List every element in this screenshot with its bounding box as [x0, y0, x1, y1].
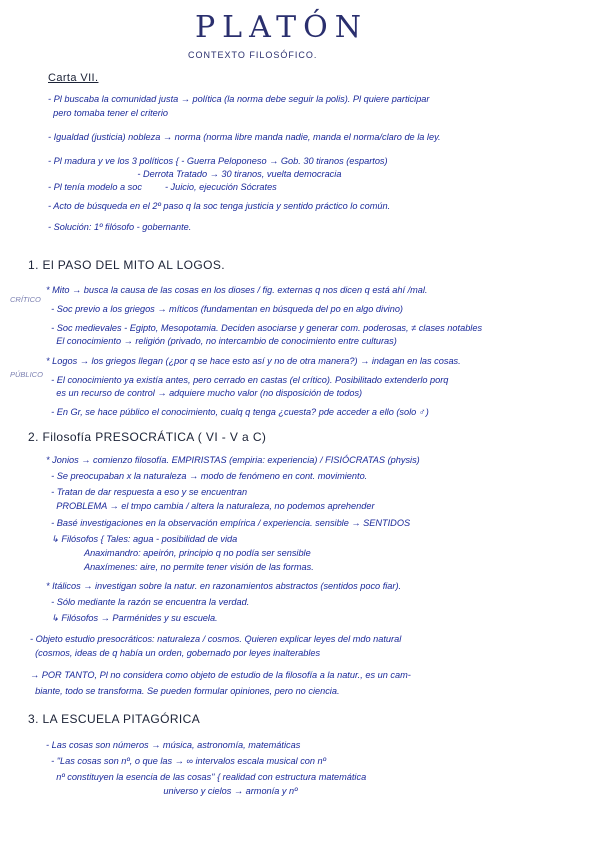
- carta-line: - Acto de búsqueda en el 2º paso q la soc tenga justicia y sentido práctico lo común.: [48, 201, 391, 211]
- carta-line: - Pl tenía modelo a soc - Juicio, ejecución Sócrates: [48, 182, 277, 192]
- carta-line: - Pl madura y ve los 3 políticos { - Guerra Peloponeso → Gob. 30 tiranos (espartos): [48, 156, 388, 166]
- section-line: * Itálicos → investigan sobre la natur. en razonamientos abstractos (sentidos poco fiar).: [46, 581, 402, 591]
- section-line: - Se preocupaban x la naturaleza → modo de fenómeno en cont. movimiento.: [46, 471, 368, 481]
- section-line: - Sólo mediante la razón se encuentra la verdad.: [46, 597, 250, 607]
- section-line: El conocimiento → religión (privado, no intercambio de conocimiento entre culturas): [46, 336, 397, 346]
- section-line: - Soc medievales - Egipto, Mesopotamia. Deciden asociarse y generar com. poderosas, ≠ clases notables: [46, 323, 483, 333]
- carta-line: - Igualdad (justicia) nobleza → norma (norma libre manda nadie, manda el norma/claro de la ley.: [48, 132, 441, 142]
- section-line: Anaxímenes: aire, no permite tener visión de las formas.: [46, 562, 314, 572]
- carta-heading: Carta VII.: [48, 72, 99, 84]
- section-heading: 3. LA ESCUELA PITAGÓRICA: [28, 712, 201, 726]
- section-line: - "Las cosas son nº, o que las → ∞ intervalos escala musical con nº: [46, 756, 327, 766]
- section-line: - Soc previo a los griegos → míticos (fundamentan en búsqueda del po en algo divino): [46, 304, 403, 314]
- section-line: (cosmos, ideas de q había un orden, gobernado por leyes inalterables: [30, 648, 321, 658]
- section-line: * Jonios → comienzo filosofía. EMPIRISTAS (empiria: experiencia) / FISIÓCRATAS (physis): [46, 455, 420, 465]
- carta-line: pero tomaba tener el criterio: [48, 108, 169, 118]
- carta-line: - Derrota Tratado → 30 tiranos, vuelta democracia: [48, 169, 342, 179]
- section-line: - En Gr, se hace público el conocimiento, cualq q tenga ¿cuesta? pde acceder a ello (solo ♂): [46, 407, 429, 417]
- section-line: PROBLEMA → el tmpo cambia / altera la naturaleza, no podemos aprehender: [46, 501, 375, 511]
- margin-note: PÚBLICO: [10, 370, 43, 379]
- section-line: - Las cosas son números → música, astronomía, matemáticas: [46, 740, 301, 750]
- section-heading: 2. Filosofía PRESOCRÁTICA ( VI - V a C): [28, 430, 267, 444]
- section-line: - El conocimiento ya existía antes, pero cerrado en castas (el crítico). Posibilitado extenderlo porq: [46, 375, 449, 385]
- page-title: PLATÓN: [195, 10, 368, 45]
- page-subtitle: CONTEXTO FILOSÓFICO.: [188, 50, 318, 60]
- section-line: - Objeto estudio presocráticos: naturaleza / cosmos. Quieren explicar leyes del mdo natural: [30, 634, 402, 644]
- section-line: → POR TANTO, Pl no considera como objeto de estudio de la filosofía a la natur., es un cam-: [30, 670, 411, 680]
- section-line: * Logos → los griegos llegan (¿por q se hace esto así y no de otra manera?) → indagan en las cosas.: [46, 356, 461, 366]
- section-line: universo y cielos → armonía y nº: [46, 786, 298, 796]
- section-heading: 1. El PASO DEL MITO AL LOGOS.: [28, 258, 225, 272]
- section-line: nº constituyen la esencia de las cosas" { realidad con estructura matemática: [46, 772, 367, 782]
- section-line: biante, todo se transforma. Se pueden formular opiniones, pero no ciencia.: [30, 686, 340, 696]
- section-line: Anaximandro: apeirón, principio q no podía ser sensible: [46, 548, 311, 558]
- margin-note: CRÍTICO: [10, 295, 41, 304]
- section-line: es un recurso de control → adquiere mucho valor (no disposición de todos): [46, 388, 363, 398]
- section-line: - Tratan de dar respuesta a eso y se encuentran: [46, 487, 248, 497]
- section-line: * Mito → busca la causa de las cosas en los dioses / fig. externas q nos dicen q está ahí /mal.: [46, 285, 428, 295]
- section-line: ↳ Filósofos → Parménides y su escuela.: [46, 613, 218, 623]
- section-line: - Basé investigaciones en la observación empírica / experiencia. sensible → SENTIDOS: [46, 518, 411, 528]
- carta-line: - Pl buscaba la comunidad justa → política (la norma debe seguir la polis). Pl quiere participar: [48, 94, 430, 104]
- section-line: ↳ Filósofos { Tales: agua - posibilidad de vida: [46, 534, 238, 544]
- carta-line: - Solución: 1º filósofo - gobernante.: [48, 222, 192, 232]
